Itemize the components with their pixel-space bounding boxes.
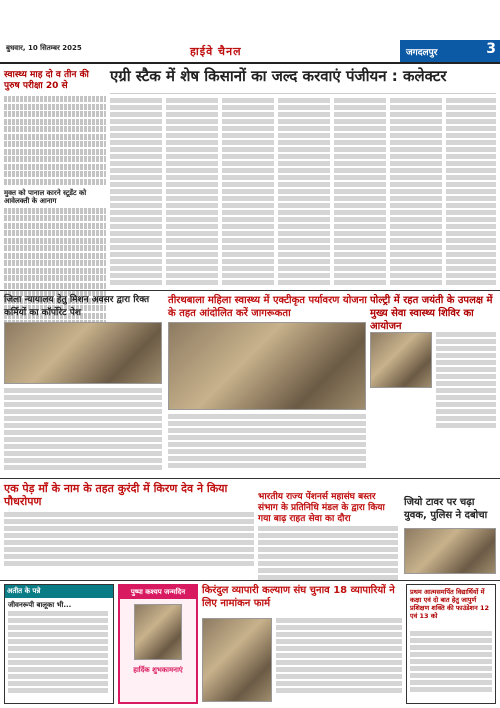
left-subhead: मुक्त को पानाल कारने स्टूडेंट को आवेलक्ती के आनाग — [4, 188, 87, 205]
row2-story-1 — [4, 388, 162, 472]
row3-headline-mid: भारतीय राज्य पेंशनर्स महासंघ बस्तर संभाग के प्रतिनिधि मंडल के द्वारा किया गया बाढ़ राहत सेवा का दौरा — [258, 492, 385, 524]
main-headline: एग्री स्टैक में शेष किसानों का जल्द करवाएं पंजीयन : कलेक्टर — [110, 66, 496, 94]
poem-body — [8, 611, 108, 695]
poem-headline: जीवनरूपी बालूका भी... — [8, 601, 72, 609]
row2-headline-2: तीरथबाला महिला स्वास्थ्य में एक्टीकृत पर्यावरण योजना के तहत आंदोलित करें जागरूकता — [168, 295, 367, 319]
bottom-photo-center — [202, 618, 272, 702]
row3-story-1 — [4, 512, 254, 568]
main-story-col4 — [278, 98, 330, 287]
training-box — [406, 584, 496, 704]
section-divider-2 — [0, 478, 500, 479]
bottom-story-center — [276, 618, 402, 695]
issue-date: बुधवार, 10 सितम्बर 2025 — [6, 44, 82, 52]
masthead — [0, 0, 500, 64]
ad-photo — [134, 604, 182, 660]
main-story-col3 — [222, 98, 274, 287]
poem-box-title: अतीत के पन्ने — [5, 585, 113, 598]
row3-headline-right: जियो टावर पर चढ़ा युवक, पुलिस ने दबोचा — [404, 497, 488, 521]
row3-headline-1: एक पेड़ माँ के नाम के तहत कुरंदी में किरण देव ने किया पौधरोपण — [4, 482, 228, 508]
row2-photo-3 — [370, 332, 432, 388]
section-divider — [0, 290, 500, 291]
main-story-col2 — [166, 98, 218, 287]
row2-story-2 — [168, 414, 366, 470]
page-number: 3 — [486, 41, 496, 57]
city-banner — [400, 40, 500, 62]
row3-photo-right — [404, 528, 496, 574]
main-story-col7 — [446, 98, 496, 287]
row2-photo-2 — [168, 322, 366, 410]
main-story-col6 — [390, 98, 442, 287]
bottom-headline-center: किरंदुल व्यापारी कल्याण संघ चुनाव 18 व्यापारियों ने लिए नामांकन फार्म — [202, 585, 395, 609]
city-name: जगदलपुर — [406, 48, 438, 58]
training-body — [410, 631, 492, 694]
paper-title: हाईवे चैनल — [190, 45, 242, 58]
section-divider-3 — [0, 580, 500, 581]
row2-headline-1: जिला न्यायालय हेतु मिशन अवसर द्वारा रिक्त कर्मियों का कॉर्पोरेट पेश — [4, 295, 150, 318]
main-story-col5 — [334, 98, 386, 287]
row3-story-mid — [258, 526, 398, 582]
poem-box — [4, 584, 114, 704]
training-headline: प्रथम आत्मसमर्पित विद्यार्थियों में कक्षा एवं दो बात हेतु जापुर्ण प्रशिक्षण शक्ति की फाउंडेशन 12 एवं 13 को — [410, 588, 489, 620]
left-headline: स्वास्थ्य माह दो व तीन की पुरुष परीक्षा 20 से — [4, 70, 89, 91]
left-body-text — [4, 96, 106, 185]
row2-photo-1 — [4, 322, 162, 384]
main-story-col1 — [110, 98, 162, 287]
row2-story-3 — [436, 332, 496, 430]
ad-title: पुष्पा कश्यप जन्मदिन — [120, 586, 196, 599]
row2-headline-3: पोल्ट्री में रहत जयंती के उपलक्ष में मुख्य सेवा स्वास्थ्य शिविर का आयोजन — [370, 295, 493, 332]
ad-greeting: हार्दिक शुभकामनाएं — [133, 666, 183, 674]
birthday-ad — [118, 584, 198, 704]
